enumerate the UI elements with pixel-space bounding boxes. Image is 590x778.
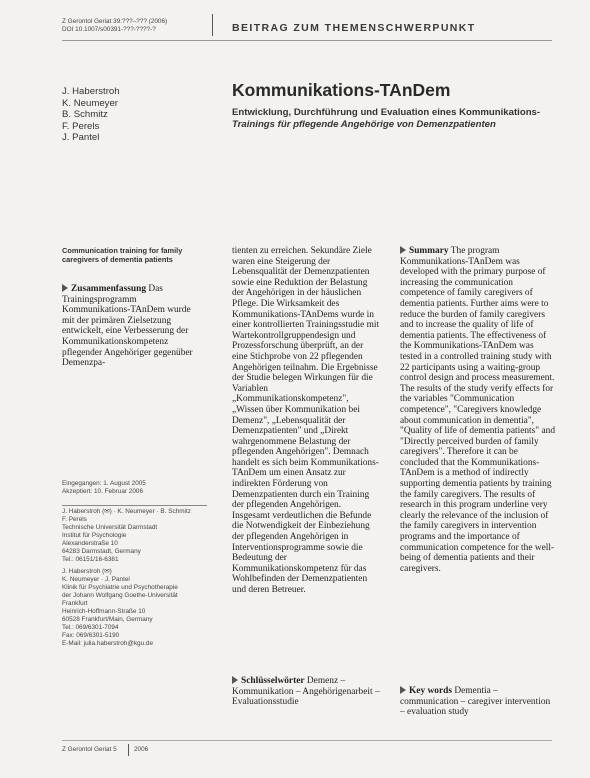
footer-rule [62, 740, 552, 741]
header-divider [212, 14, 213, 36]
dates-block [62, 480, 207, 496]
triangle-marker-icon [400, 246, 406, 254]
zusammenfassung [62, 284, 204, 369]
article-title: Kommunikations-TAnDem [232, 80, 451, 100]
summary-text: The program Kommunikations-TAnDem was developed with the primary purpose of increasing the communication competence of family caregivers of dementia patients. Further aims were to reduce the burden of family caregivers and to increase the quality of life of dementia patients. The effectiveness of the Kommunikations-TAnDem was tested in a controlled training study with 22 participants using a waiting-group control design and process measurement. The results of the study verify effects for the variables "Communication competence", "Caregivers knowledge about communication in dementia", "Quality of life of dementia patients" and "Directly perceived burden of family caregivers". Therefore it can be concluded that the Kommunikations-TAnDem is a method of indirectly supporting dementia patients by training the family caregivers. The results of research in this program underline very clearly the relevance of the inclusion of the family caregivers in intervention programs and the importance of communication competence for the well-being of dementia patients and their caregivers. [400, 246, 556, 574]
affiliations [62, 508, 210, 648]
keywords [400, 686, 556, 718]
date-accepted: Akzeptiert: 10. Februar 2006 [62, 488, 143, 495]
footer-journal: Z Gerontol Geriat 5 [62, 746, 117, 753]
affiliation-line: Fax: 069/6301-5190 [62, 632, 120, 639]
author: F. Perels [62, 120, 100, 132]
affiliation-line: Frankfurt [62, 600, 88, 607]
summary-label: Summary [409, 246, 449, 256]
english-title: Communication training for family caregivers of dementia patients [62, 246, 183, 265]
footer-year: 2006 [134, 746, 149, 753]
author-list [62, 86, 120, 144]
affiliation-line: J. Haberstroh (✉) [62, 568, 112, 575]
footer-divider [128, 744, 129, 756]
summary [400, 246, 556, 574]
section-heading: BEITRAG ZUM THEMENSCHWERPUNKT [232, 22, 476, 34]
journal-line-1: Z Gerontol Geriat 39:???–??? (2006) [62, 18, 168, 25]
article-subtitle [232, 107, 540, 131]
affiliation-line: der Johann Wolfgang Goethe-Universität [62, 592, 178, 599]
journal-citation [62, 18, 167, 34]
affiliation-line: Tel.: 069/6301-7094 [62, 624, 119, 631]
author: B. Schmitz [62, 109, 108, 121]
schluesselwoerter-text: Demenz – Kommunikation – Angehörigenarbeit – Evaluationsstudie [232, 676, 380, 708]
affiliation-rule [62, 505, 207, 506]
schluesselwoerter-label: Schlüsselwörter [241, 676, 305, 686]
author: J. Pantel [62, 132, 100, 144]
affiliation-line: Tel.: 06151/16-6381 [62, 556, 119, 563]
journal-line-2: DOI 10.1007/s00391-???-????-? [62, 26, 156, 33]
affiliation-line: K. Neumeyer · J. Pantel [62, 576, 130, 583]
affiliation-line: Institut für Psychologie [62, 532, 127, 539]
keywords-label: Key words [409, 686, 452, 696]
zusammenfassung-label: Zusammenfassung [71, 284, 147, 294]
affiliation-line: Heinrich-Hoffmann-Straße 10 [62, 608, 146, 615]
affiliation-line: Alexanderstraße 10 [62, 540, 118, 547]
date-received: Eingegangen: 1. August 2005 [62, 480, 146, 487]
affiliation-line: Technische Universität Darmstadt [62, 524, 158, 531]
affiliation-line: F. Perels [62, 516, 87, 523]
triangle-marker-icon [232, 676, 238, 684]
zusammenfassung-continued: tienten zu erreichen. Sekundäre Ziele waren eine Steigerung der Lebensqualität der Demenzpatienten sowie eine Reduktion der Belastung der Angehörigen in der häuslichen Pflege. Die Wirksamkeit des Kommunikations-TAnDems wurde in einer kontrollierten Trainingsstudie mit Wartekontrollgruppendesign und Prozessforschung überprüft, an der eine Stichprobe von 22 pflegenden Angehörigen teilnahm. Die Ergebnisse der Studie belegen Wirkungen für die Variablen „Kommunikationskompetenz", „Wissen über Kommunikation bei Demenz", „Lebensqualität der Demenzpatienten" und „Direkt wahrgenommene Belastung der pflegenden Angehörigen". Demnach handelt es sich beim Kommunikations-TAnDem um einen Ansatz zur indirekten Förderung von Demenzpatienten durch ein Training der pflegenden Angehörigen. Insgesamt verdeutlichen die Befunde die Notwendigkeit der Einbeziehung der pflegenden Angehörigen in Interventionsprogramme sowie die Bedeutung der Kommunikationskompetenz für das Wohlbefinden der Demenzpatienten und deren Betreuer. [232, 246, 380, 595]
author: K. Neumeyer [62, 97, 118, 109]
keywords-text: Dementia – communication – caregiver intervention – evaluation study [400, 686, 551, 718]
affiliation-line: E-Mail: julia.haberstroh@kgu.de [62, 640, 154, 647]
zusammenfassung-text: Das Trainingsprogramm Kommunikations-TAnDem wurde mit der primären Zielsetzung entwickelt, eine Verbesserung der Kommunikationskompetenz pflegender Angehöriger gegenüber Demenzpa- [62, 284, 193, 369]
affiliation-line: 64283 Darmstadt, Germany [62, 548, 141, 555]
header-rule [62, 40, 552, 41]
schluesselwoerter [232, 676, 380, 708]
author: J. Haberstroh [62, 86, 120, 97]
triangle-marker-icon [62, 284, 68, 292]
subtitle-line-2: Trainings für pflegende Angehörige von Demenzpatienten [232, 119, 496, 130]
affiliation-line: Klinik für Psychiatrie und Psychotherapie [62, 584, 178, 591]
affiliation-line: J. Haberstroh (✉) · K. Neumeyer · B. Schmitz [62, 508, 191, 515]
affiliation-line: 60528 Frankfurt/Main, Germany [62, 616, 153, 623]
subtitle-line-1: Entwicklung, Durchführung und Evaluation eines Kommunikations- [232, 107, 541, 118]
triangle-marker-icon [400, 686, 406, 694]
